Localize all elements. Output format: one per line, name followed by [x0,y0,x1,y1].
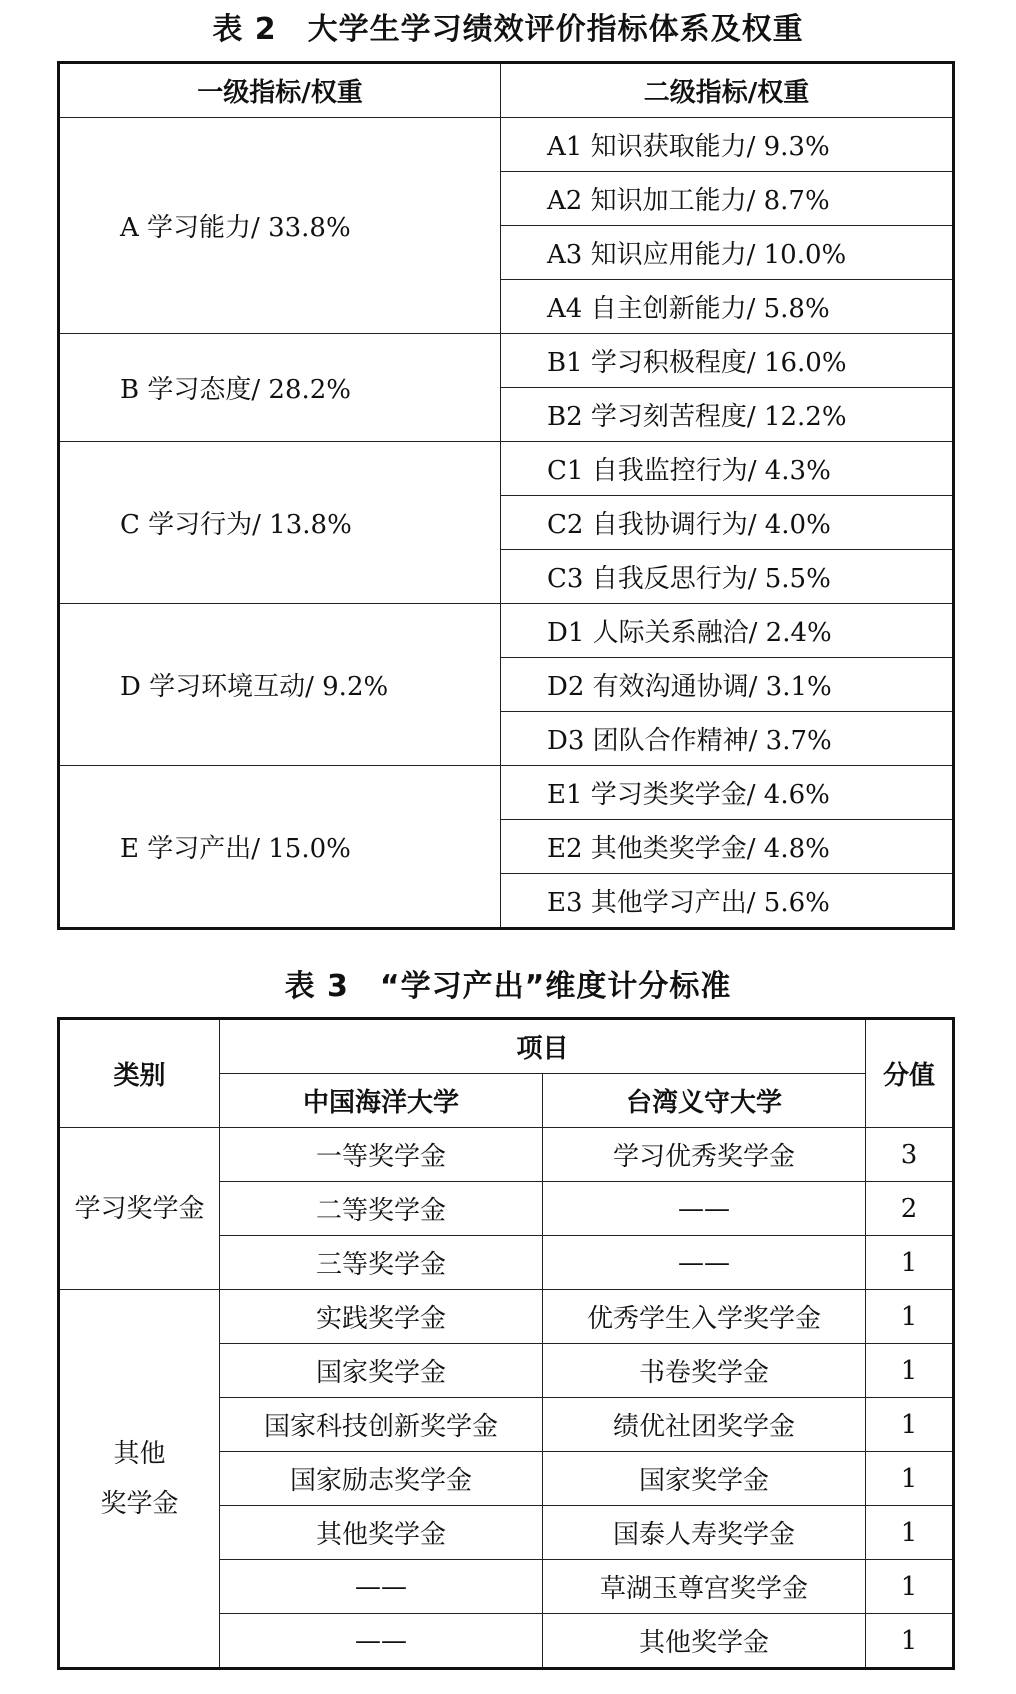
ouc-item: —— [220,1614,543,1669]
ouc-item: —— [220,1560,543,1614]
ouc-item: 国家励志奖学金 [220,1452,543,1506]
level1-indicator-c: C 学习行为/ 13.8% [59,442,501,604]
table2-title: 表 2 大学生学习绩效评价指标体系及权重 [212,12,804,47]
header-level1: 一级指标/权重 [59,63,501,118]
level2-indicator: D3 团队合作精神/ 3.7% [501,712,954,766]
header-school-ouc: 中国海洋大学 [220,1074,543,1128]
category-label-line2: 奖学金 [100,1488,179,1519]
score-value: 3 [866,1128,954,1182]
score-value: 1 [866,1614,954,1669]
indicator-weight-table [57,61,955,930]
ouc-item: 二等奖学金 [220,1182,543,1236]
level2-indicator: E1 学习类奖学金/ 4.6% [501,766,954,820]
level2-indicator: D2 有效沟通协调/ 3.1% [501,658,954,712]
score-value: 2 [866,1182,954,1236]
table-row [59,334,954,388]
header-school-isu: 台湾义守大学 [543,1074,866,1128]
ouc-item: 一等奖学金 [220,1128,543,1182]
isu-item: 国家奖学金 [543,1452,866,1506]
header-level2: 二级指标/权重 [501,63,954,118]
header-project: 项目 [220,1019,866,1074]
isu-item: —— [543,1236,866,1290]
score-value: 1 [866,1290,954,1344]
ouc-item: 其他奖学金 [220,1506,543,1560]
level2-indicator: A4 自主创新能力/ 5.8% [501,280,954,334]
table-header-row [59,63,954,118]
isu-item: 国泰人寿奖学金 [543,1506,866,1560]
level1-indicator-b: B 学习态度/ 28.2% [59,334,501,442]
learning-output-scoring-table [57,1017,955,1670]
score-value: 1 [866,1506,954,1560]
header-score: 分值 [866,1019,954,1128]
category-label-line1: 其他 [113,1438,166,1469]
category-other-scholarship [59,1290,220,1669]
score-value: 1 [866,1236,954,1290]
category-study-scholarship [59,1128,220,1290]
category-label: 学习奖学金 [74,1193,205,1224]
table-header-row [59,1019,954,1074]
isu-item: —— [543,1182,866,1236]
table-row [59,442,954,496]
level2-indicator: E3 其他学习产出/ 5.6% [501,874,954,929]
score-value: 1 [866,1452,954,1506]
table-row [59,766,954,820]
isu-item: 书卷奖学金 [543,1344,866,1398]
ouc-item: 国家科技创新奖学金 [220,1398,543,1452]
isu-item: 绩优社团奖学金 [543,1398,866,1452]
level1-indicator-e: E 学习产出/ 15.0% [59,766,501,929]
isu-item: 学习优秀奖学金 [543,1128,866,1182]
level1-indicator-a: A 学习能力/ 33.8% [59,118,501,334]
score-value: 1 [866,1344,954,1398]
isu-item: 其他奖学金 [543,1614,866,1669]
ouc-item: 三等奖学金 [220,1236,543,1290]
score-value: 1 [866,1560,954,1614]
level2-indicator: C1 自我监控行为/ 4.3% [501,442,954,496]
level2-indicator: A2 知识加工能力/ 8.7% [501,172,954,226]
isu-item: 草湖玉尊宫奖学金 [543,1560,866,1614]
level1-indicator-d: D 学习环境互动/ 9.2% [59,604,501,766]
isu-item: 优秀学生入学奖学金 [543,1290,866,1344]
level2-indicator: E2 其他类奖学金/ 4.8% [501,820,954,874]
level2-indicator: A1 知识获取能力/ 9.3% [501,118,954,172]
table-row [59,1290,954,1344]
table-row [59,118,954,172]
header-category: 类别 [59,1019,220,1128]
table-row [59,604,954,658]
table-row [59,1128,954,1182]
level2-indicator: A3 知识应用能力/ 10.0% [501,226,954,280]
score-value: 1 [866,1398,954,1452]
ouc-item: 实践奖学金 [220,1290,543,1344]
level2-indicator: C2 自我协调行为/ 4.0% [501,496,954,550]
ouc-item: 国家奖学金 [220,1344,543,1398]
level2-indicator: D1 人际关系融洽/ 2.4% [501,604,954,658]
level2-indicator: C3 自我反思行为/ 5.5% [501,550,954,604]
level2-indicator: B2 学习刻苦程度/ 12.2% [501,388,954,442]
level2-indicator: B1 学习积极程度/ 16.0% [501,334,954,388]
table3-title: 表 3 “学习产出”维度计分标准 [284,969,732,1004]
